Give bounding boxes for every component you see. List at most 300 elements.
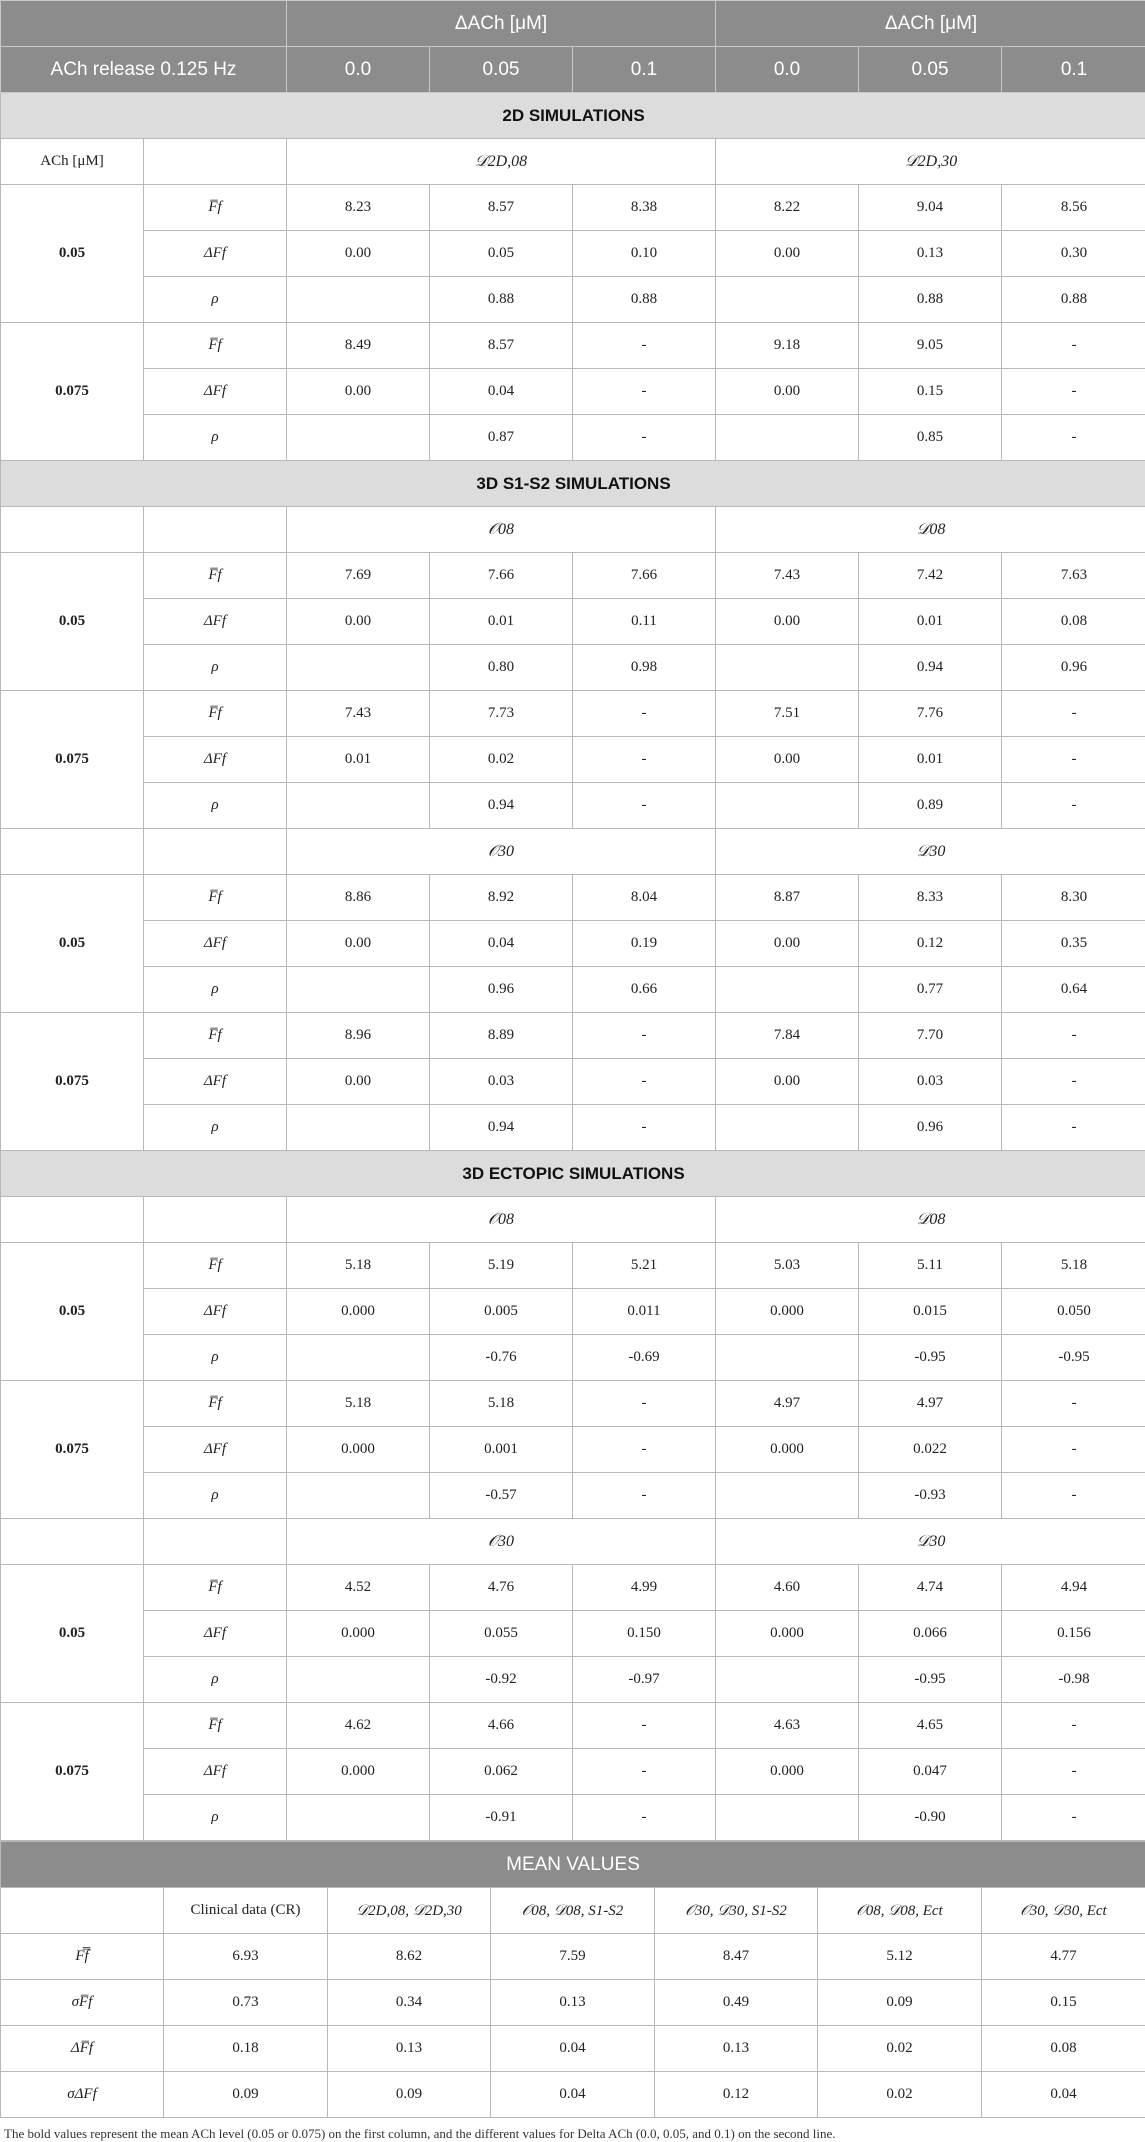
level-column-label: ACh [μM] xyxy=(1,139,144,185)
value-cell: 0.15 xyxy=(859,369,1002,415)
value-cell: 7.76 xyxy=(859,691,1002,737)
value-cell: 5.18 xyxy=(287,1243,430,1289)
table-row xyxy=(1,967,1145,1013)
value-cell: 0.000 xyxy=(287,1611,430,1657)
value-cell: - xyxy=(573,737,716,783)
value-cell: - xyxy=(1002,737,1145,783)
value-cell: 8.96 xyxy=(287,1013,430,1059)
condition-row xyxy=(1,507,1145,553)
value-cell: -0.90 xyxy=(859,1795,1002,1841)
value-cell: 0.000 xyxy=(287,1427,430,1473)
value-cell: 0.00 xyxy=(287,921,430,967)
value-cell: 8.87 xyxy=(716,875,859,921)
value-cell: 0.30 xyxy=(1002,231,1145,277)
table-row xyxy=(1,875,1145,921)
mean-value-cell: 8.47 xyxy=(655,1934,818,1980)
quantity-symbol: ρ xyxy=(144,645,287,691)
value-cell: 0.047 xyxy=(859,1749,1002,1795)
quantity-symbol: ρ xyxy=(144,415,287,461)
value-cell: 0.000 xyxy=(716,1427,859,1473)
value-cell: -0.92 xyxy=(430,1657,573,1703)
value-cell: 5.18 xyxy=(1002,1243,1145,1289)
table-row xyxy=(1,1059,1145,1105)
ach-level-cell: 0.075 xyxy=(1,691,144,829)
value-cell: 0.00 xyxy=(716,1059,859,1105)
value-cell: - xyxy=(1002,1749,1145,1795)
condition-left: 𝒪08 xyxy=(287,1197,716,1243)
value-cell: 7.51 xyxy=(716,691,859,737)
value-cell: 8.22 xyxy=(716,185,859,231)
delta-header: 0.05 xyxy=(430,47,573,93)
value-cell: 0.000 xyxy=(287,1749,430,1795)
section-title: 3D S1-S2 SIMULATIONS xyxy=(1,461,1145,507)
value-cell: 8.86 xyxy=(287,875,430,921)
quantity-symbol: F̅f xyxy=(144,875,287,921)
mean-value-cell: 5.12 xyxy=(818,1934,982,1980)
table-row xyxy=(1,783,1145,829)
condition-row xyxy=(1,139,1145,185)
value-cell: 0.12 xyxy=(859,921,1002,967)
ach-level-cell: 0.05 xyxy=(1,1565,144,1703)
value-cell xyxy=(287,967,430,1013)
value-cell xyxy=(716,1335,859,1381)
mean-value-cell: 6.93 xyxy=(164,1934,328,1980)
level-column-label xyxy=(1,829,144,875)
value-cell: 0.00 xyxy=(716,369,859,415)
mean-value-cell: 7.59 xyxy=(491,1934,655,1980)
value-cell: 0.000 xyxy=(716,1749,859,1795)
mean-row-label: σF̅f xyxy=(1,1980,164,2026)
value-cell: - xyxy=(1002,1795,1145,1841)
mean-columns-row xyxy=(1,1888,1145,1934)
condition-row xyxy=(1,1519,1145,1565)
table-row xyxy=(1,1795,1145,1841)
value-cell: 7.73 xyxy=(430,691,573,737)
value-cell: - xyxy=(573,783,716,829)
value-cell: - xyxy=(1002,1473,1145,1519)
mean-value-cell: 0.09 xyxy=(818,1980,982,2026)
value-cell: 0.35 xyxy=(1002,921,1145,967)
table-row xyxy=(1,415,1145,461)
mean-value-cell: 8.62 xyxy=(328,1934,491,1980)
quantity-symbol: ΔFf xyxy=(144,231,287,277)
value-cell: 0.02 xyxy=(430,737,573,783)
value-cell: 0.000 xyxy=(716,1611,859,1657)
condition-row xyxy=(1,1197,1145,1243)
ach-level-cell: 0.075 xyxy=(1,323,144,461)
value-cell: 4.63 xyxy=(716,1703,859,1749)
mean-value-cell: 0.13 xyxy=(328,2026,491,2072)
value-cell: 0.00 xyxy=(287,231,430,277)
table-row xyxy=(1,737,1145,783)
value-cell: 0.00 xyxy=(716,231,859,277)
delta-header: 0.1 xyxy=(573,47,716,93)
value-cell: 9.04 xyxy=(859,185,1002,231)
value-cell: 0.96 xyxy=(859,1105,1002,1151)
quantity-symbol: ρ xyxy=(144,783,287,829)
value-cell: 0.94 xyxy=(430,1105,573,1151)
delta-header: 0.1 xyxy=(1002,47,1145,93)
value-cell xyxy=(716,277,859,323)
section-header-row xyxy=(1,461,1145,507)
quantity-symbol: ρ xyxy=(144,1335,287,1381)
value-cell: - xyxy=(1002,691,1145,737)
value-cell: 4.97 xyxy=(859,1381,1002,1427)
value-cell: 0.19 xyxy=(573,921,716,967)
table-row xyxy=(1,1335,1145,1381)
mean-value-cell: 0.04 xyxy=(491,2072,655,2118)
value-cell: 0.01 xyxy=(287,737,430,783)
value-cell xyxy=(716,1473,859,1519)
mean-value-cell: 0.09 xyxy=(328,2072,491,2118)
value-cell: 5.19 xyxy=(430,1243,573,1289)
quantity-symbol: ρ xyxy=(144,1473,287,1519)
condition-right: 𝒟08 xyxy=(716,507,1145,553)
mean-row xyxy=(1,1934,1145,1980)
table-row xyxy=(1,1749,1145,1795)
table-row xyxy=(1,369,1145,415)
table-row xyxy=(1,1565,1145,1611)
value-cell xyxy=(287,1795,430,1841)
value-cell: - xyxy=(573,1427,716,1473)
value-cell: 4.65 xyxy=(859,1703,1002,1749)
mean-row-label: ΔF̅f xyxy=(1,2026,164,2072)
value-cell: 0.00 xyxy=(287,1059,430,1105)
value-cell: 7.43 xyxy=(716,553,859,599)
value-cell: 0.85 xyxy=(859,415,1002,461)
condition-left: 𝒪08 xyxy=(287,507,716,553)
value-cell: 4.52 xyxy=(287,1565,430,1611)
value-cell: 8.23 xyxy=(287,185,430,231)
mean-value-cell: 0.49 xyxy=(655,1980,818,2026)
value-cell: 0.03 xyxy=(859,1059,1002,1105)
value-cell xyxy=(287,783,430,829)
value-cell: 5.18 xyxy=(287,1381,430,1427)
value-cell: - xyxy=(573,1381,716,1427)
mean-values-body xyxy=(1,1842,1145,2118)
quantity-symbol: ΔFf xyxy=(144,369,287,415)
value-cell: 8.49 xyxy=(287,323,430,369)
table-row xyxy=(1,599,1145,645)
value-cell: 8.33 xyxy=(859,875,1002,921)
value-cell: 0.022 xyxy=(859,1427,1002,1473)
mean-value-cell: 0.12 xyxy=(655,2072,818,2118)
quantity-symbol: ρ xyxy=(144,967,287,1013)
table-row xyxy=(1,1703,1145,1749)
section-header-row xyxy=(1,1151,1145,1197)
quantity-symbol: F̅f xyxy=(144,323,287,369)
quantity-symbol: ΔFf xyxy=(144,1059,287,1105)
quantity-symbol: ρ xyxy=(144,1795,287,1841)
mean-values-title: MEAN VALUES xyxy=(1,1842,1145,1888)
section-title: 2D SIMULATIONS xyxy=(1,93,1145,139)
value-cell xyxy=(716,1657,859,1703)
value-cell: 0.156 xyxy=(1002,1611,1145,1657)
value-cell: 0.77 xyxy=(859,967,1002,1013)
symbol-column-label xyxy=(144,1519,287,1565)
value-cell: 8.57 xyxy=(430,323,573,369)
quantity-symbol: ΔFf xyxy=(144,599,287,645)
value-cell: 0.000 xyxy=(287,1289,430,1335)
value-cell: 0.005 xyxy=(430,1289,573,1335)
value-cell: -0.91 xyxy=(430,1795,573,1841)
value-cell xyxy=(287,1473,430,1519)
quantity-symbol: F̅f xyxy=(144,553,287,599)
header-row-label: ACh release 0.125 Hz xyxy=(1,47,287,93)
value-cell: - xyxy=(1002,415,1145,461)
value-cell: 5.18 xyxy=(430,1381,573,1427)
quantity-symbol: ρ xyxy=(144,1105,287,1151)
table-row xyxy=(1,1013,1145,1059)
mean-values-header xyxy=(1,1842,1145,1888)
symbol-column-label xyxy=(144,829,287,875)
value-cell: 0.015 xyxy=(859,1289,1002,1335)
mean-row-label: F̿f xyxy=(1,1934,164,1980)
ach-level-cell: 0.075 xyxy=(1,1703,144,1841)
table-row xyxy=(1,645,1145,691)
value-cell: 9.05 xyxy=(859,323,1002,369)
table-row xyxy=(1,1381,1145,1427)
mean-value-cell: 0.04 xyxy=(491,2026,655,2072)
delta-header: 0.0 xyxy=(287,47,430,93)
value-cell: -0.95 xyxy=(859,1657,1002,1703)
value-cell: -0.57 xyxy=(430,1473,573,1519)
value-cell: 7.69 xyxy=(287,553,430,599)
value-cell: 4.66 xyxy=(430,1703,573,1749)
table-row xyxy=(1,323,1145,369)
level-column-label xyxy=(1,1197,144,1243)
value-cell xyxy=(716,1105,859,1151)
value-cell xyxy=(716,1795,859,1841)
header-group-left: ΔACh [μM] xyxy=(287,1,716,47)
value-cell: 0.88 xyxy=(859,277,1002,323)
value-cell: 0.13 xyxy=(859,231,1002,277)
quantity-symbol: F̅f xyxy=(144,691,287,737)
header-row-groups xyxy=(1,1,1145,47)
condition-right: 𝒟2D,30 xyxy=(716,139,1145,185)
quantity-symbol: F̅f xyxy=(144,1565,287,1611)
value-cell: - xyxy=(573,1105,716,1151)
header-corner xyxy=(1,1,287,47)
value-cell: 0.11 xyxy=(573,599,716,645)
value-cell: 7.70 xyxy=(859,1013,1002,1059)
value-cell: 0.96 xyxy=(1002,645,1145,691)
value-cell: 0.04 xyxy=(430,369,573,415)
quantity-symbol: ΔFf xyxy=(144,1427,287,1473)
table-row xyxy=(1,1473,1145,1519)
value-cell: - xyxy=(573,691,716,737)
quantity-symbol: ΔFf xyxy=(144,1749,287,1795)
condition-row xyxy=(1,829,1145,875)
value-cell: - xyxy=(1002,369,1145,415)
delta-header: 0.05 xyxy=(859,47,1002,93)
delta-header: 0.0 xyxy=(716,47,859,93)
mean-value-cell: 0.09 xyxy=(164,2072,328,2118)
value-cell: - xyxy=(1002,1703,1145,1749)
ach-level-cell: 0.075 xyxy=(1,1013,144,1151)
quantity-symbol: ΔFf xyxy=(144,1611,287,1657)
value-cell: 0.66 xyxy=(573,967,716,1013)
mean-value-cell: 0.08 xyxy=(982,2026,1145,2072)
quantity-symbol: F̅f xyxy=(144,185,287,231)
mean-value-cell: 0.18 xyxy=(164,2026,328,2072)
section-header-row xyxy=(1,93,1145,139)
condition-left: 𝒟2D,08 xyxy=(287,139,716,185)
mean-value-cell: 0.13 xyxy=(655,2026,818,2072)
mean-column-header: 𝒪30, 𝒟30, S1-S2 xyxy=(655,1888,818,1934)
value-cell: 8.57 xyxy=(430,185,573,231)
value-cell: 4.62 xyxy=(287,1703,430,1749)
value-cell: -0.97 xyxy=(573,1657,716,1703)
mean-column-header: 𝒪08, 𝒟08, S1-S2 xyxy=(491,1888,655,1934)
value-cell: 0.01 xyxy=(859,599,1002,645)
value-cell: 0.055 xyxy=(430,1611,573,1657)
value-cell: - xyxy=(573,1013,716,1059)
results-table-body xyxy=(1,1,1145,1841)
value-cell: 5.03 xyxy=(716,1243,859,1289)
value-cell: - xyxy=(573,1749,716,1795)
value-cell xyxy=(287,1657,430,1703)
value-cell: 4.74 xyxy=(859,1565,1002,1611)
table-row xyxy=(1,1657,1145,1703)
value-cell: 8.04 xyxy=(573,875,716,921)
mean-value-cell: 0.02 xyxy=(818,2026,982,2072)
value-cell: 0.94 xyxy=(859,645,1002,691)
value-cell: 0.10 xyxy=(573,231,716,277)
header-group-right: ΔACh [μM] xyxy=(716,1,1145,47)
mean-row xyxy=(1,1980,1145,2026)
value-cell: 0.96 xyxy=(430,967,573,1013)
value-cell xyxy=(716,783,859,829)
condition-right: 𝒟30 xyxy=(716,1519,1145,1565)
value-cell: 8.89 xyxy=(430,1013,573,1059)
value-cell: -0.98 xyxy=(1002,1657,1145,1703)
value-cell: 0.066 xyxy=(859,1611,1002,1657)
header-row-deltas xyxy=(1,47,1145,93)
table-row xyxy=(1,1105,1145,1151)
value-cell: 9.18 xyxy=(716,323,859,369)
value-cell: 8.30 xyxy=(1002,875,1145,921)
value-cell: - xyxy=(1002,1105,1145,1151)
value-cell: 0.88 xyxy=(430,277,573,323)
value-cell: 7.66 xyxy=(430,553,573,599)
value-cell: 0.00 xyxy=(716,737,859,783)
mean-row-label: σΔFf xyxy=(1,2072,164,2118)
quantity-symbol: ΔFf xyxy=(144,921,287,967)
ach-level-cell: 0.05 xyxy=(1,875,144,1013)
condition-right: 𝒟30 xyxy=(716,829,1145,875)
mean-value-cell: 0.34 xyxy=(328,1980,491,2026)
value-cell: 0.00 xyxy=(716,921,859,967)
value-cell: -0.95 xyxy=(1002,1335,1145,1381)
value-cell: 0.01 xyxy=(859,737,1002,783)
mean-row xyxy=(1,2072,1145,2118)
value-cell: 4.60 xyxy=(716,1565,859,1611)
value-cell: - xyxy=(573,1059,716,1105)
table-row xyxy=(1,231,1145,277)
quantity-symbol: F̅f xyxy=(144,1013,287,1059)
mean-column-header: 𝒪08, 𝒟08, Ect xyxy=(818,1888,982,1934)
value-cell: 0.150 xyxy=(573,1611,716,1657)
quantity-symbol: ΔFf xyxy=(144,1289,287,1335)
value-cell: -0.93 xyxy=(859,1473,1002,1519)
value-cell: 0.062 xyxy=(430,1749,573,1795)
value-cell: 7.42 xyxy=(859,553,1002,599)
value-cell: - xyxy=(1002,1427,1145,1473)
mean-value-cell: 0.04 xyxy=(982,2072,1145,2118)
value-cell: 7.63 xyxy=(1002,553,1145,599)
ach-level-cell: 0.05 xyxy=(1,553,144,691)
value-cell: - xyxy=(573,1473,716,1519)
value-cell: -0.76 xyxy=(430,1335,573,1381)
mean-row xyxy=(1,2026,1145,2072)
mean-value-cell: 0.73 xyxy=(164,1980,328,2026)
value-cell: - xyxy=(1002,1381,1145,1427)
value-cell: 4.97 xyxy=(716,1381,859,1427)
mean-value-cell: 0.13 xyxy=(491,1980,655,2026)
level-column-label xyxy=(1,507,144,553)
quantity-symbol: ΔFf xyxy=(144,737,287,783)
value-cell: 0.89 xyxy=(859,783,1002,829)
value-cell: 0.03 xyxy=(430,1059,573,1105)
value-cell: 0.88 xyxy=(1002,277,1145,323)
value-cell: 5.11 xyxy=(859,1243,1002,1289)
value-cell: 0.011 xyxy=(573,1289,716,1335)
mean-value-cell: 0.02 xyxy=(818,2072,982,2118)
table-row xyxy=(1,691,1145,737)
table-row xyxy=(1,1427,1145,1473)
value-cell: - xyxy=(573,1703,716,1749)
value-cell: 0.050 xyxy=(1002,1289,1145,1335)
value-cell: 0.88 xyxy=(573,277,716,323)
value-cell: - xyxy=(573,415,716,461)
section-title: 3D ECTOPIC SIMULATIONS xyxy=(1,1151,1145,1197)
value-cell: 0.00 xyxy=(287,369,430,415)
value-cell: 8.56 xyxy=(1002,185,1145,231)
quantity-symbol: F̅f xyxy=(144,1381,287,1427)
value-cell: 0.80 xyxy=(430,645,573,691)
table-row xyxy=(1,277,1145,323)
value-cell: 0.05 xyxy=(430,231,573,277)
value-cell: 7.66 xyxy=(573,553,716,599)
mean-value-cell: 0.15 xyxy=(982,1980,1145,2026)
value-cell: 0.87 xyxy=(430,415,573,461)
mean-value-cell: 4.77 xyxy=(982,1934,1145,1980)
value-cell: 0.08 xyxy=(1002,599,1145,645)
ach-level-cell: 0.05 xyxy=(1,1243,144,1381)
table-footnote: The bold values represent the mean ACh level (0.05 or 0.075) on the first column, and the different values for Delta ACh (0.0, 0.05, and 0.1) on the second line. xyxy=(0,2118,1145,2142)
value-cell xyxy=(287,277,430,323)
table-row xyxy=(1,921,1145,967)
value-cell: - xyxy=(1002,1013,1145,1059)
value-cell: 0.04 xyxy=(430,921,573,967)
value-cell: 0.000 xyxy=(716,1289,859,1335)
value-cell: 8.38 xyxy=(573,185,716,231)
symbol-column-label xyxy=(144,507,287,553)
value-cell: - xyxy=(573,369,716,415)
value-cell: 7.84 xyxy=(716,1013,859,1059)
value-cell xyxy=(287,415,430,461)
symbol-column-label xyxy=(144,139,287,185)
value-cell xyxy=(716,645,859,691)
value-cell xyxy=(287,1335,430,1381)
value-cell xyxy=(287,645,430,691)
value-cell: - xyxy=(1002,323,1145,369)
value-cell: 5.21 xyxy=(573,1243,716,1289)
value-cell: - xyxy=(1002,1059,1145,1105)
ach-level-cell: 0.075 xyxy=(1,1381,144,1519)
symbol-column-label xyxy=(144,1197,287,1243)
